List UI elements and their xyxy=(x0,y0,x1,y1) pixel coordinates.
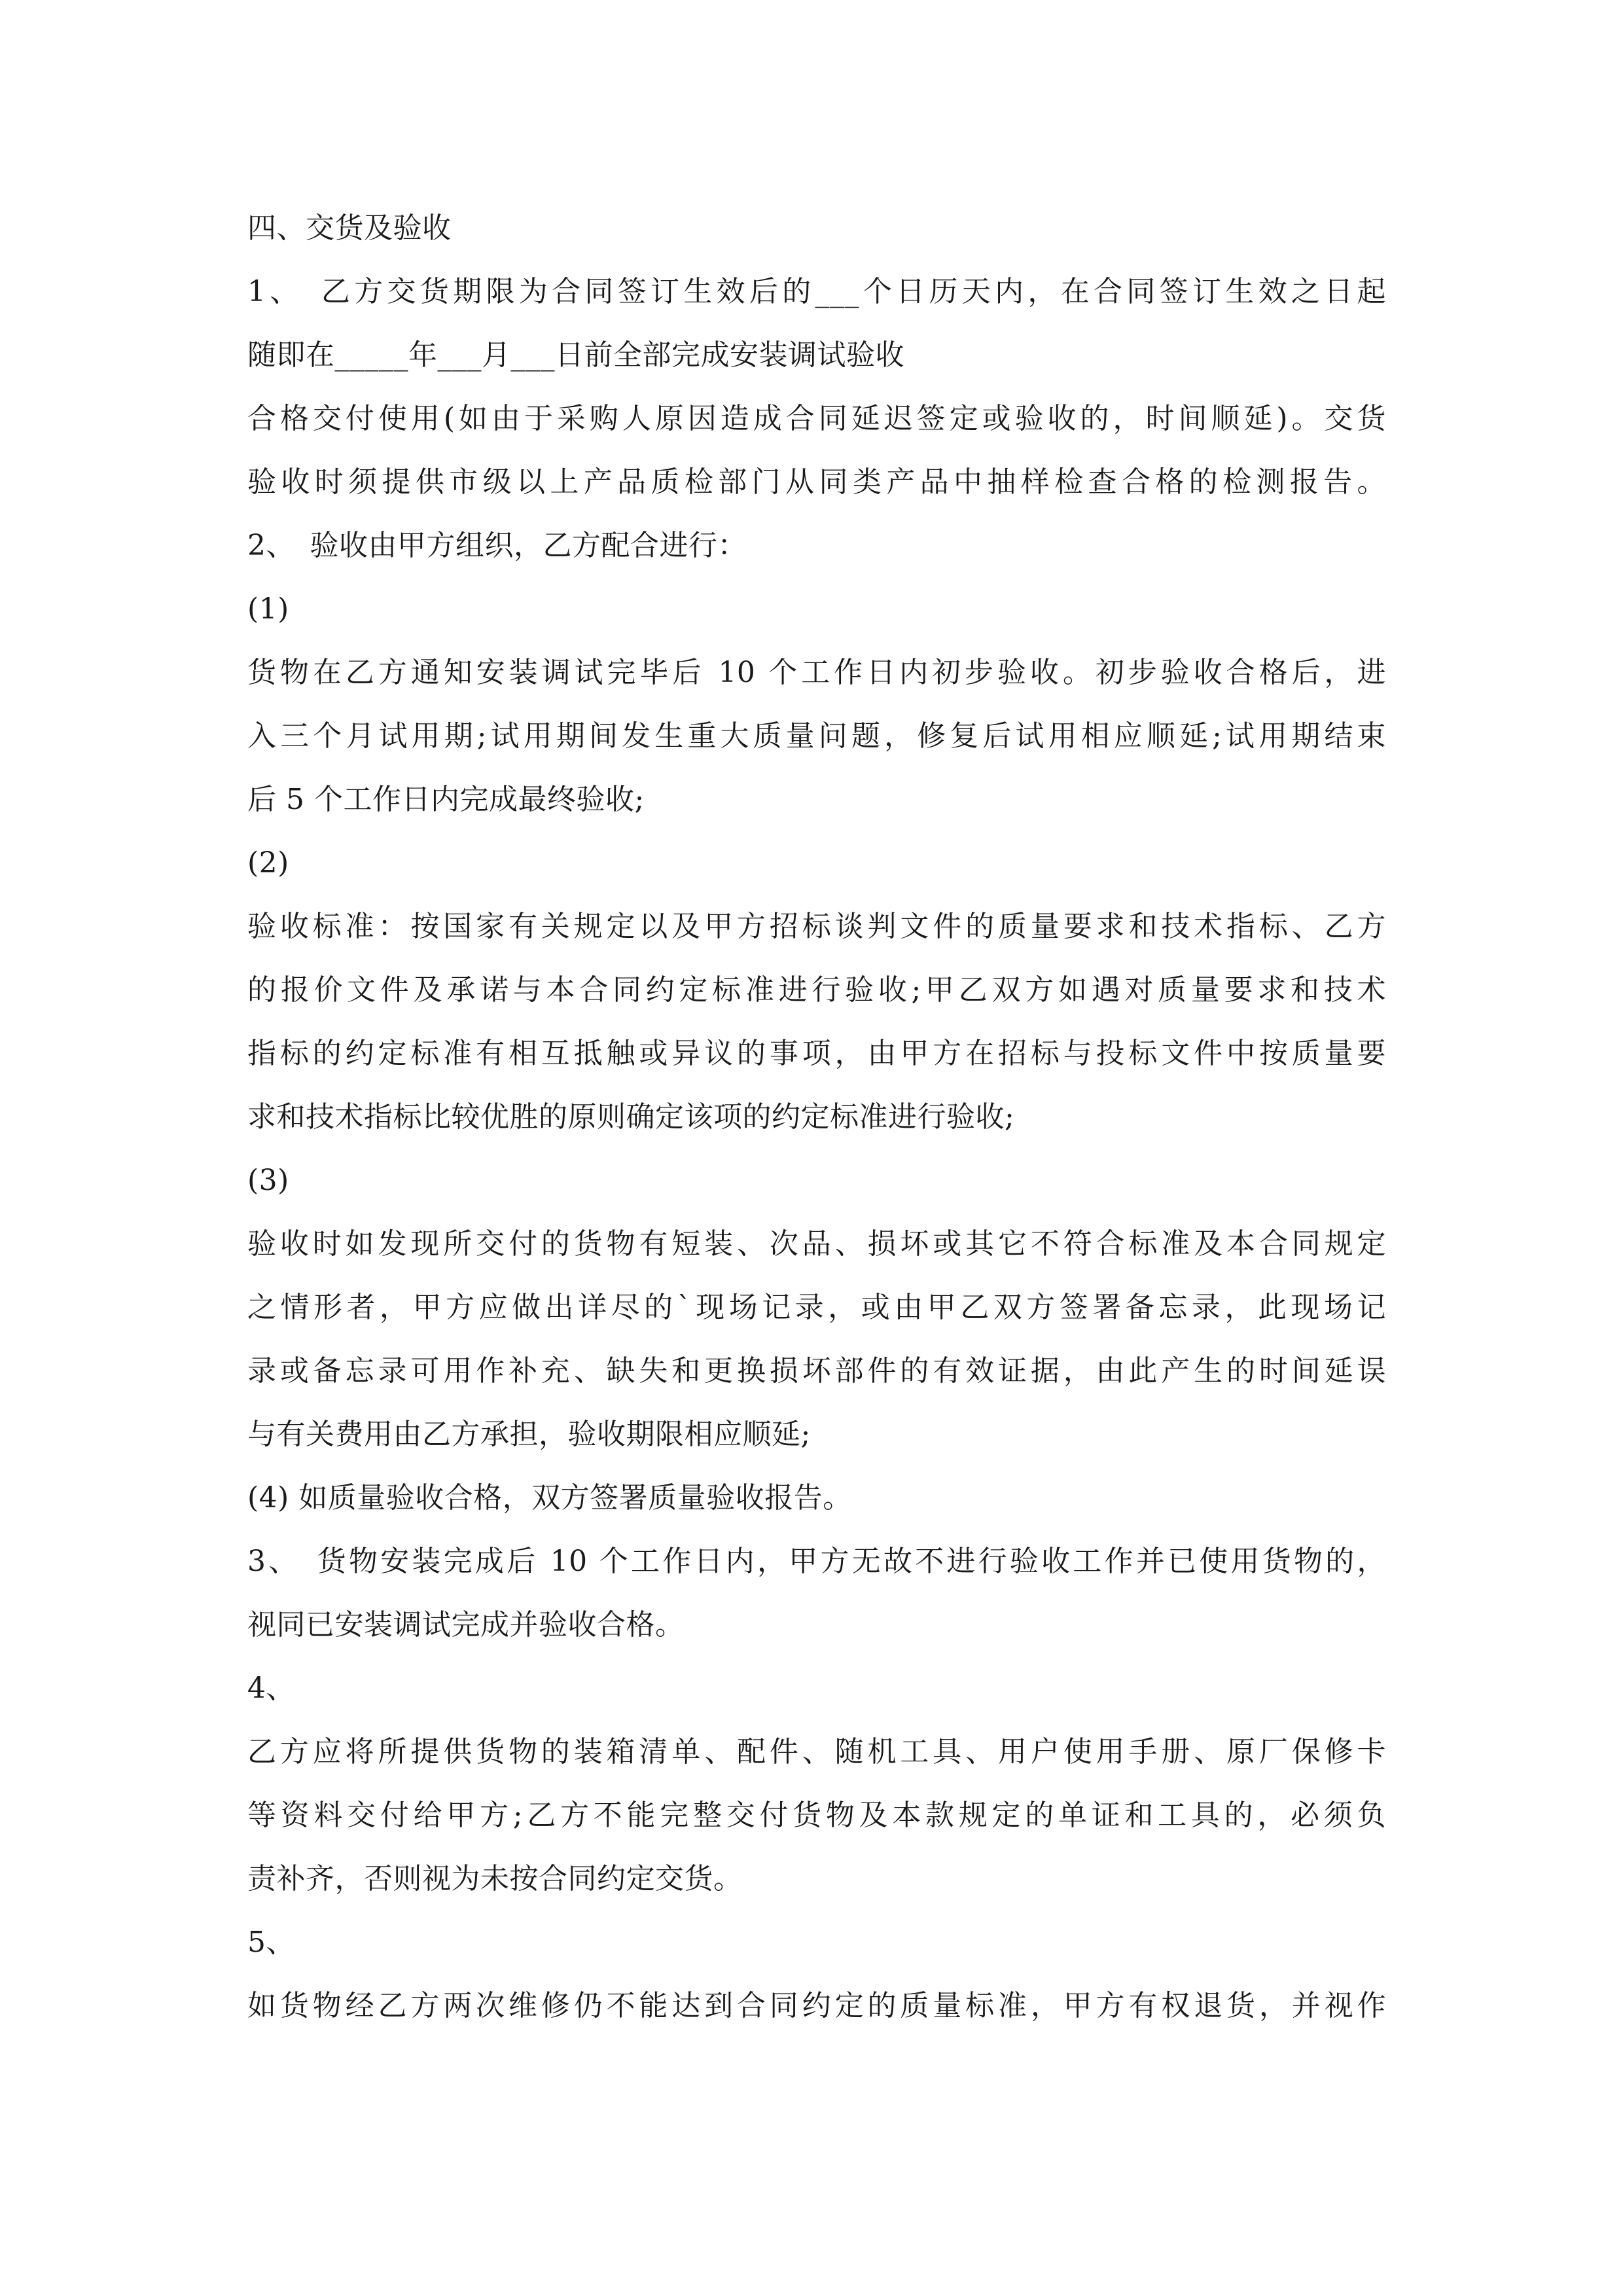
text-line: 如货物经乙方两次维修仍不能达到合同约定的质量标准，甲方有权退货，并视作 xyxy=(247,1989,1386,2022)
text-line: 之情形者，甲方应做出详尽的`现场记录，或由甲乙双方签署备忘录，此现场记 xyxy=(247,1291,1386,1324)
section-heading: 四、交货及验收 xyxy=(247,211,452,245)
text-line: 指标的约定标准有相互抵触或异议的事项，由甲方在招标与投标文件中按质量要 xyxy=(247,1037,1386,1070)
text-line: 3、 货物安装完成后 10 个工作日内，甲方无故不进行验收工作并已使用货物的， xyxy=(247,1545,1386,1578)
clause-number: 5、 xyxy=(247,1926,295,1959)
text-line: 货物在乙方通知安装调试完毕后 10 个工作日内初步验收。初步验收合格后，进 xyxy=(247,656,1386,689)
text-line: 验收时须提供市级以上产品质检部门从同类产品中抽样检查合格的检测报告。 xyxy=(247,465,1386,499)
text-line: 随即在_____年___月___日前全部完成安装调试验收 xyxy=(247,338,904,372)
text-line: 2、 验收由甲方组织，乙方配合进行： xyxy=(247,529,747,562)
text-line: 与有关费用由乙方承担，验收期限相应顺延; xyxy=(247,1418,811,1451)
text-line: 等资料交付给甲方;乙方不能完整交付货物及本款规定的单证和工具的，必须负 xyxy=(247,1799,1386,1832)
text-line: 合格交付使用(如由于采购人原因造成合同延迟签定或验收的，时间顺延)。交货 xyxy=(247,402,1386,435)
text-line: (4) 如质量验收合格，双方签署质量验收报告。 xyxy=(247,1481,852,1515)
text-line: 入三个月试用期;试用期间发生重大质量问题，修复后试用相应顺延;试用期结束 xyxy=(247,719,1386,753)
clause-number: (3) xyxy=(247,1164,289,1197)
text-line: 验收标准：按国家有关规定以及甲方招标谈判文件的质量要求和技术指标、乙方 xyxy=(247,910,1386,943)
document-body xyxy=(247,196,1386,2037)
text-line: 乙方应将所提供货物的装箱清单、配件、随机工具、用户使用手册、原厂保修卡 xyxy=(247,1735,1386,1768)
clause-number: 4、 xyxy=(247,1672,295,1705)
clause-number: (1) xyxy=(247,592,289,626)
text-line: 验收时如发现所交付的货物有短装、次品、损坏或其它不符合标准及本合同规定 xyxy=(247,1227,1386,1261)
text-line: 后 5 个工作日内完成最终验收; xyxy=(247,783,645,816)
text-line: 录或备忘录可用作补充、缺失和更换损坏部件的有效证据，由此产生的时间延误 xyxy=(247,1354,1386,1388)
text-line: 的报价文件及承诺与本合同约定标准进行验收;甲乙双方如遇对质量要求和技术 xyxy=(247,973,1386,1007)
clause-number: (2) xyxy=(247,846,289,880)
text-line: 视同已安装调试完成并验收合格。 xyxy=(247,1608,685,1641)
text-line: 求和技术指标比较优胜的原则确定该项的约定标准进行验收; xyxy=(247,1100,1015,1134)
text-line: 责补齐，否则视为未按合同约定交货。 xyxy=(247,1862,743,1895)
text-line: 1、 乙方交货期限为合同签订生效后的___个日历天内，在合同签订生效之日起 xyxy=(247,275,1386,308)
